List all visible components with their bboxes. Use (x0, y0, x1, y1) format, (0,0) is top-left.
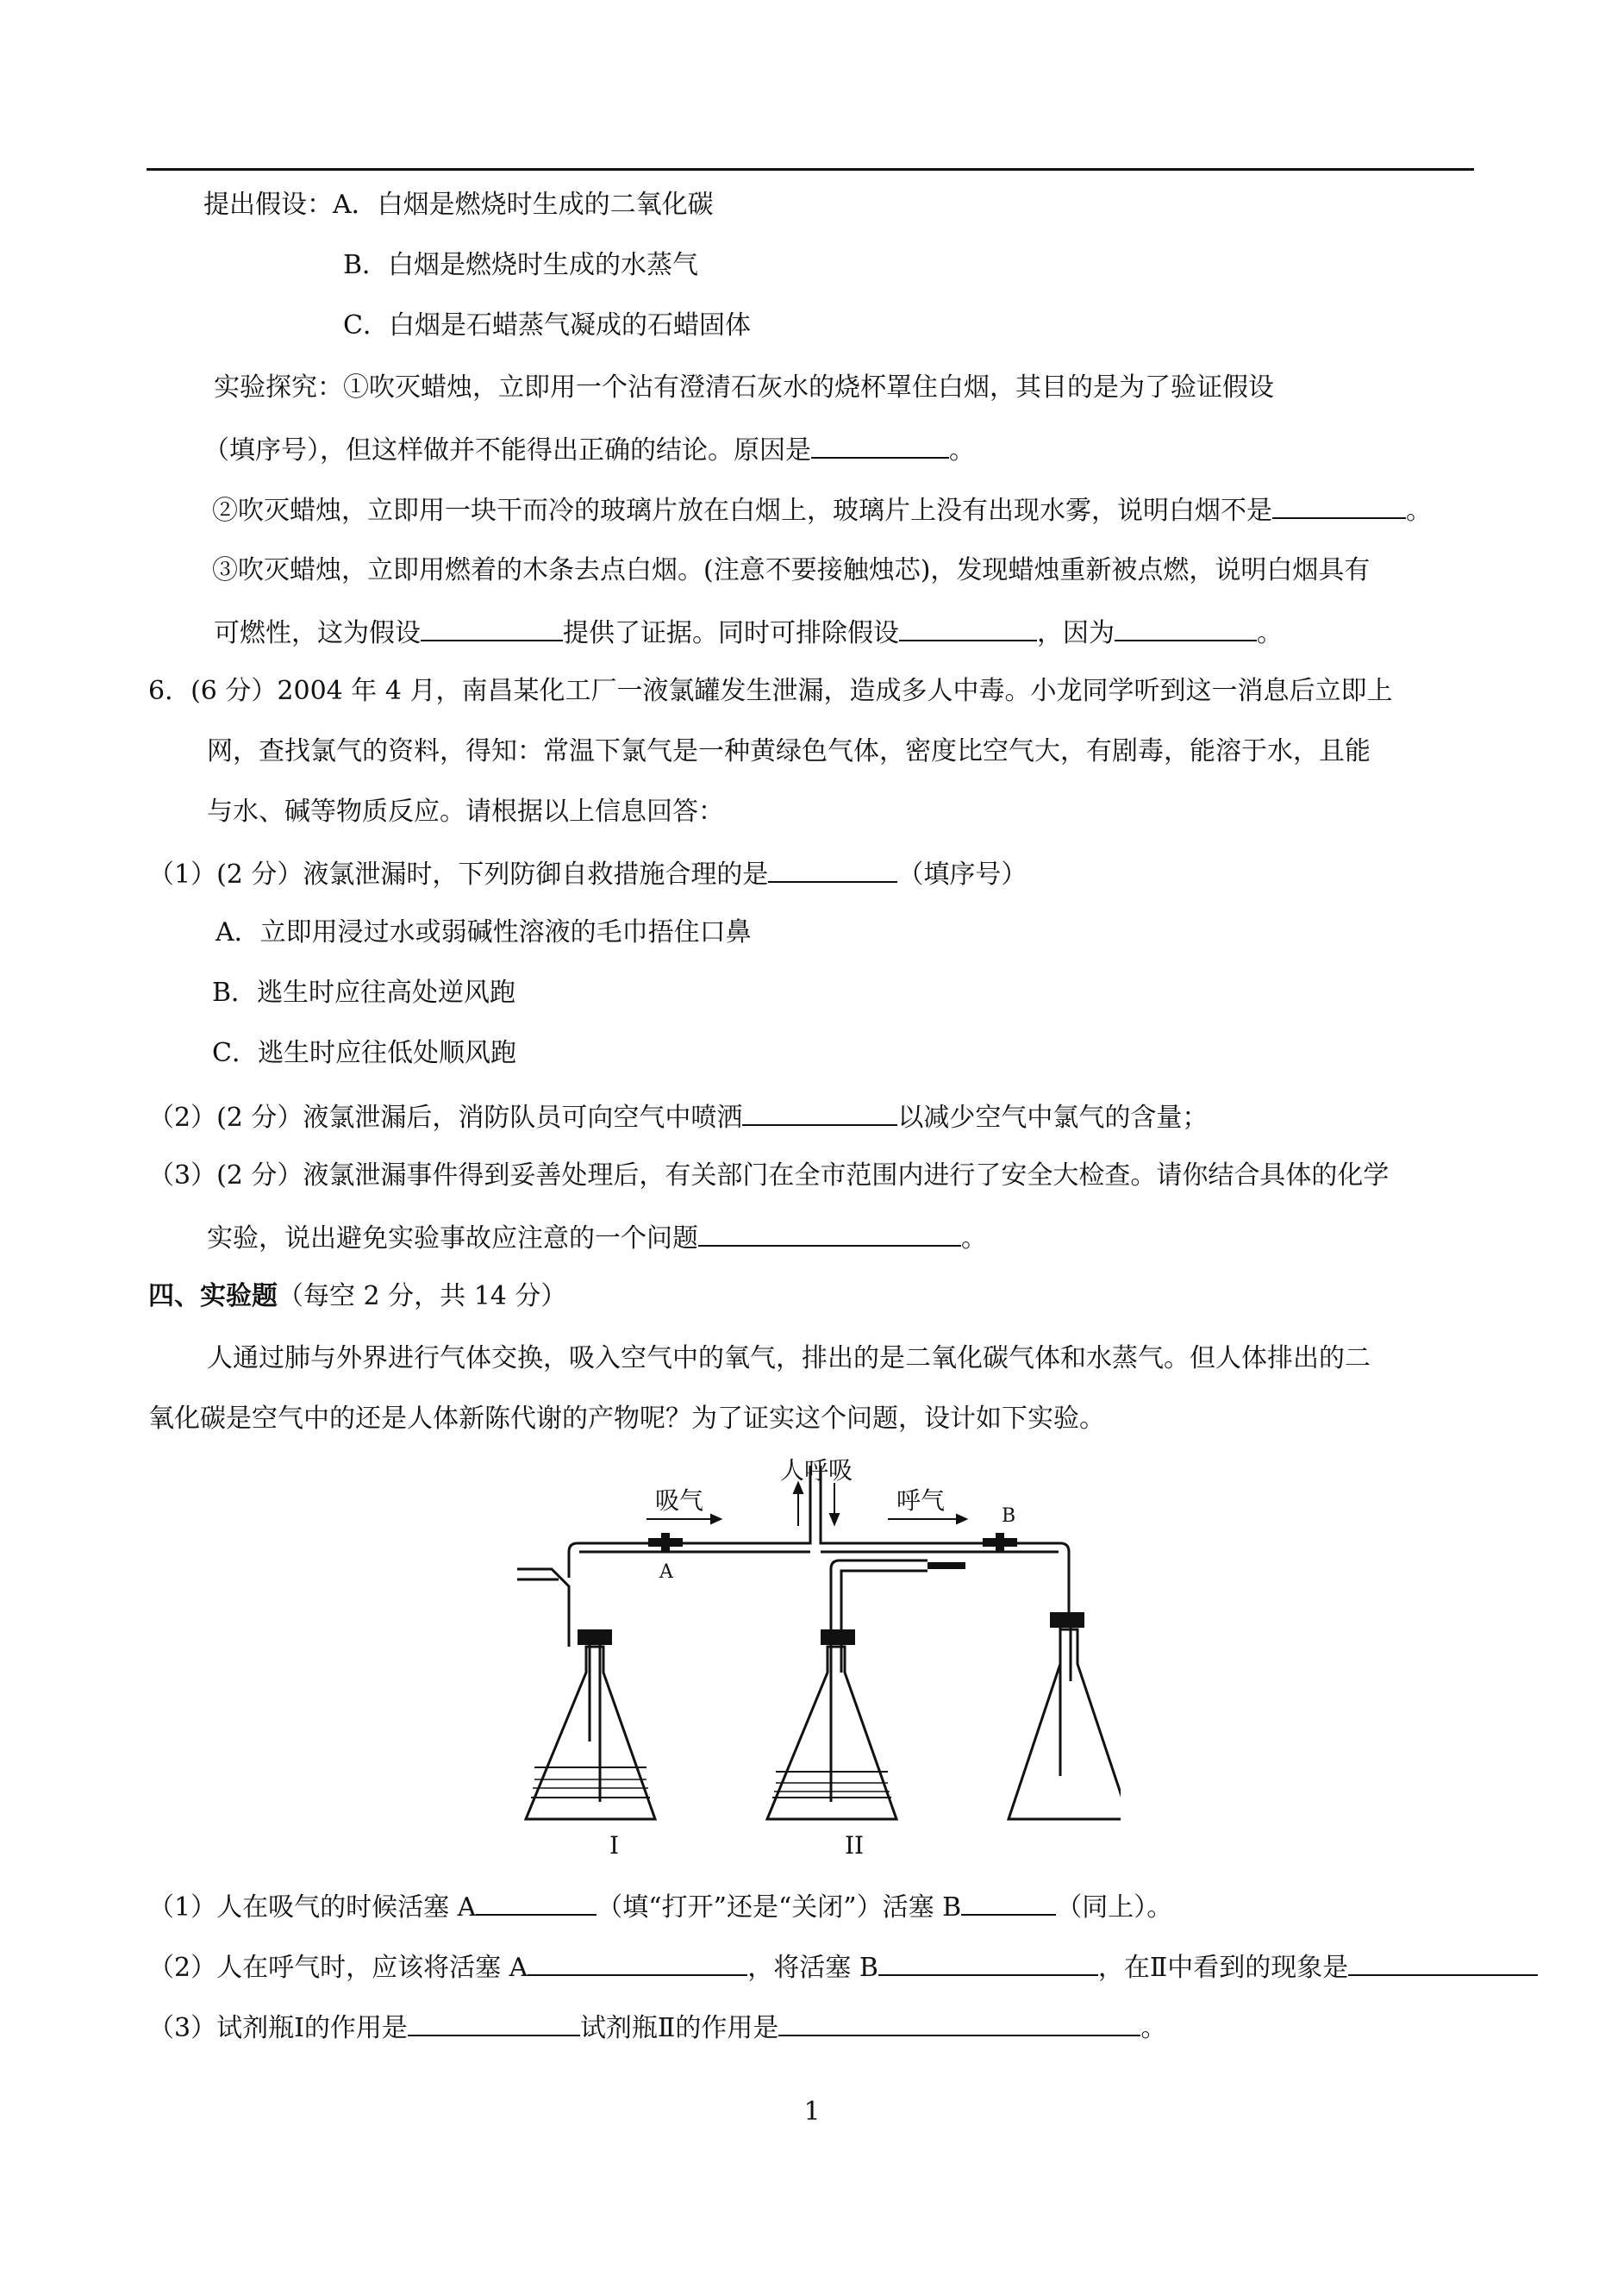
inhale-label: 吸气 (655, 1486, 704, 1515)
hypothesis-a: 提出假设：A．白烟是燃烧时生成的二氧化碳 (203, 190, 714, 220)
s4-question-3: （3）试剂瓶Ⅰ的作用是 试剂瓶Ⅱ的作用是 。 (148, 2009, 1166, 2046)
inquiry-line-4: ③吹灭蜡烛，立即用燃着的木条去点白烟。(注意不要接触烛芯)，发现蜡烛重新被点燃，说明白烟具有 (212, 555, 1371, 585)
inquiry-line-5: 可燃性，这为假设 提供了证据。同时可排除假设 ，因为 。 (214, 614, 1283, 651)
q6-sub-3: （3）(2 分）液氯泄漏事件得到妥善处理后，有关部门在全市范围内进行了安全大检查。请你结合具体的化学 (148, 1160, 1390, 1191)
answer-blank[interactable] (408, 2009, 580, 2036)
q6-line-3: 与水、碱等物质反应。请根据以上信息回答： (207, 797, 724, 827)
answer-blank[interactable] (528, 1948, 747, 1976)
s4-question-1: （1）人在吸气的时候活塞 A （填“打开”还是“关闭”）活塞 B （同上）。 (148, 1888, 1172, 1925)
q6-line-2: 网，查找氯气的资料，得知：常温下氯气是一种黄绿色气体，密度比空气大，有剧毒，能溶于水，且能 (207, 736, 1371, 766)
bottle-1-label: I (609, 1831, 620, 1860)
q6-option-c: C．逃生时应往低处顺风跑 (212, 1038, 516, 1068)
answer-blank[interactable] (878, 1948, 1098, 1976)
breath-label: 人呼吸 (780, 1457, 853, 1485)
header-rule (147, 168, 1474, 171)
q6-sub-2: （2）(2 分）液氯泄漏后，消防队员可向空气中喷洒 以减少空气中氯气的含量； (148, 1098, 1208, 1135)
bottle-1-stopper (578, 1629, 612, 1645)
bottle-2-label: II (845, 1831, 865, 1860)
q6-option-a: A．立即用浸过水或弱碱性溶液的毛巾捂住口鼻 (215, 917, 752, 947)
answer-blank[interactable] (698, 1219, 961, 1247)
answer-blank[interactable] (1272, 491, 1406, 519)
q6-sub-3-cont: 实验，说出避免实验事故应注意的一个问题 。 (207, 1219, 987, 1256)
inquiry-line-3: ②吹灭蜡烛，立即用一块干而冷的玻璃片放在白烟上，玻璃片上没有出现水雾，说明白烟不是 。 (212, 491, 1432, 528)
valve-b-label: B (1002, 1505, 1016, 1527)
q6-sub-1: （1）(2 分）液氯泄漏时，下列防御自救措施合理的是 （填序号） (148, 855, 1027, 892)
s4-question-2: （2）人在呼气时，应该将活塞 A ，将活塞 B ，在Ⅱ中看到的现象是 (148, 1948, 1538, 1985)
bottle-1-inlet (517, 1569, 569, 1647)
hypothesis-b: B．白烟是燃烧时生成的水蒸气 (343, 250, 699, 280)
answer-blank[interactable] (1115, 614, 1257, 641)
inquiry-line-1: 实验探究：①吹灭蜡烛，立即用一个沾有澄清石灰水的烧杯罩住白烟，其目的是为了验证假设 (214, 372, 1274, 403)
bottle-3-outline (1009, 1629, 1121, 1819)
apparatus-diagram (517, 1457, 1121, 1862)
q6-option-b: B．逃生时应往高处逆风跑 (212, 978, 516, 1008)
bottle-1-liquid (531, 1767, 650, 1798)
bottle-3-stopper (1050, 1612, 1084, 1628)
section-4-para-1: 人通过肺与外界进行气体交换，吸入空气中的氧气，排出的是二氧化碳气体和水蒸气。但人体排出的二 (207, 1343, 1371, 1373)
section-4-para-2: 氧化碳是空气中的还是人体新陈代谢的产物呢？为了证实这个问题，设计如下实验。 (148, 1404, 1105, 1434)
answer-blank[interactable] (811, 431, 949, 459)
page-number: 1 (803, 2097, 821, 2127)
answer-blank[interactable] (421, 614, 563, 641)
answer-blank[interactable] (899, 614, 1037, 641)
inquiry-line-2: （填序号），但这样做并不能得出正确的结论。原因是 。 (203, 431, 975, 468)
answer-blank[interactable] (1348, 1948, 1538, 1976)
bottle-2-stopper (821, 1629, 855, 1645)
answer-blank[interactable] (742, 1098, 897, 1126)
answer-blank[interactable] (768, 855, 897, 883)
exhale-label: 呼气 (896, 1486, 946, 1515)
valve-a-label: A (659, 1561, 673, 1583)
answer-blank[interactable] (778, 2009, 1140, 2036)
q6-line-1: 6．(6 分）2004 年 4 月，南昌某化工厂一液氯罐发生泄漏，造成多人中毒。小龙同学听到这一消息后立即上 (148, 676, 1393, 706)
bottle-2-pipe (831, 1560, 928, 1629)
hypothesis-c: C．白烟是石蜡蒸气凝成的石蜡固体 (343, 310, 751, 341)
answer-blank[interactable] (961, 1888, 1056, 1916)
answer-blank[interactable] (476, 1888, 597, 1916)
section-4-heading: 四、实验题（每空 2 分，共 14 分） (148, 1281, 567, 1311)
